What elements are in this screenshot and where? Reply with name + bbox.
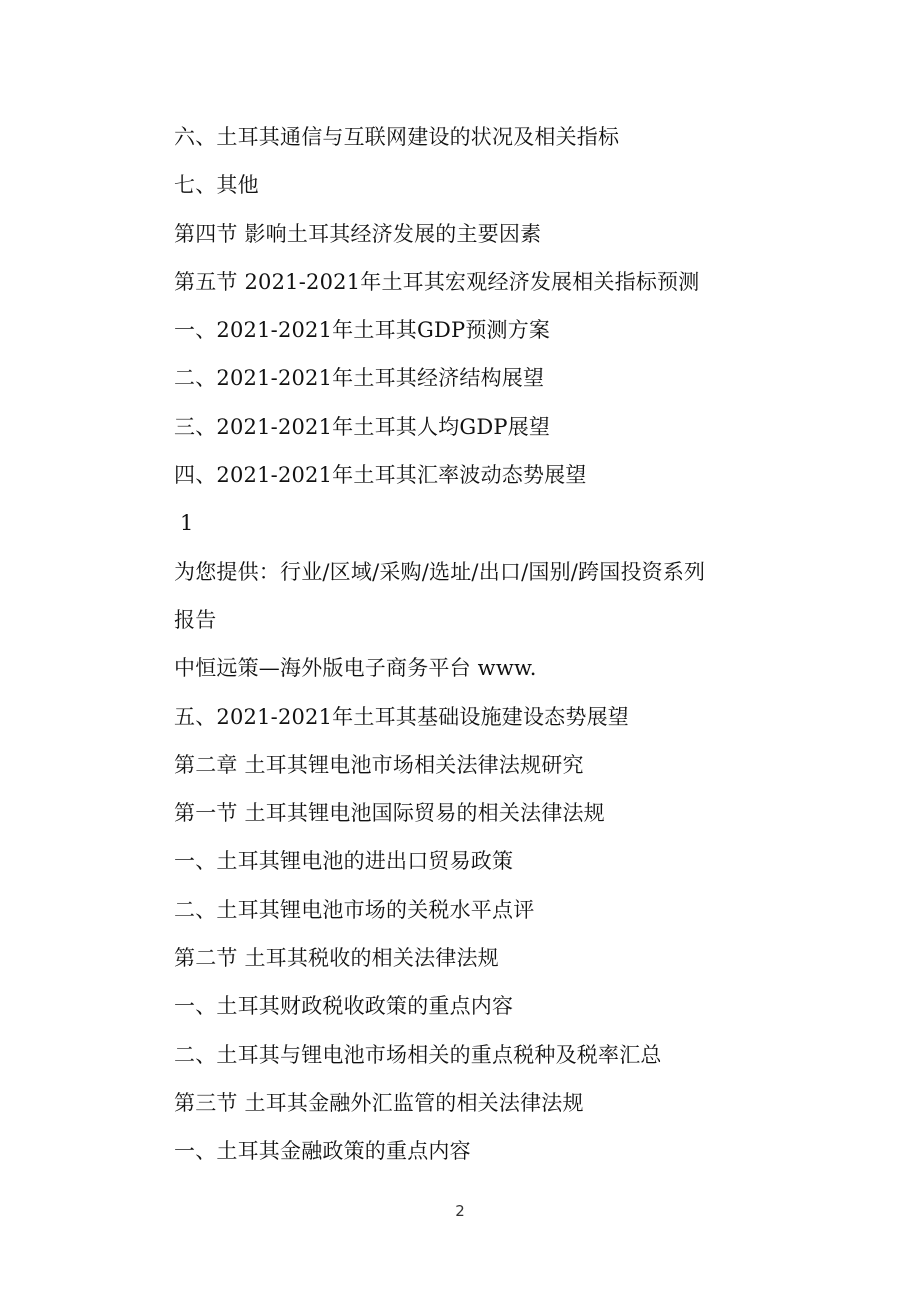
toc-line: 一、2021-2021年土耳其GDP预测方案 xyxy=(174,318,551,343)
toc-line: 二、土耳其锂电池市场的关税水平点评 xyxy=(174,897,535,922)
toc-line: 六、土耳其通信与互联网建设的状况及相关指标 xyxy=(174,125,620,149)
toc-line: 第二节 土耳其税收的相关法律法规 xyxy=(174,946,499,971)
toc-line: 第二章 土耳其锂电池市场相关法律法规研究 xyxy=(174,752,584,777)
toc-line: 一、土耳其财政税收政策的重点内容 xyxy=(174,994,514,1019)
table-of-contents xyxy=(174,117,774,1180)
page-number: 2 xyxy=(455,1202,465,1220)
toc-line: 报告 xyxy=(174,607,217,632)
toc-line: 第四节 影响土耳其经济发展的主要因素 xyxy=(174,221,542,246)
toc-line: 第一节 土耳其锂电池国际贸易的相关法律法规 xyxy=(174,801,605,826)
toc-line: 一、土耳其锂电池的进出口贸易政策 xyxy=(174,849,514,874)
toc-line: 为您提供：行业/区域/采购/选址/出口/国别/跨国投资系列 xyxy=(174,559,706,584)
toc-line: 七、其他 xyxy=(174,173,259,198)
toc-line: 二、2021-2021年土耳其经济结构展望 xyxy=(174,366,545,391)
toc-line: 五、2021-2021年土耳其基础设施建设态势展望 xyxy=(174,704,629,729)
toc-line: 一、土耳其金融政策的重点内容 xyxy=(174,1139,471,1164)
toc-line: 第五节 2021-2021年土耳其宏观经济发展相关指标预测 xyxy=(174,269,700,294)
toc-line: 二、土耳其与锂电池市场相关的重点税种及税率汇总 xyxy=(174,1042,662,1067)
inline-number: 1 xyxy=(180,511,194,536)
toc-line: 第三节 土耳其金融外汇监管的相关法律法规 xyxy=(174,1090,584,1115)
toc-line: 三、2021-2021年土耳其人均GDP展望 xyxy=(174,414,551,439)
toc-line: 中恒远策—海外版电子商务平台 www. xyxy=(174,656,537,681)
toc-line: 四、2021-2021年土耳其汇率波动态势展望 xyxy=(174,463,587,488)
